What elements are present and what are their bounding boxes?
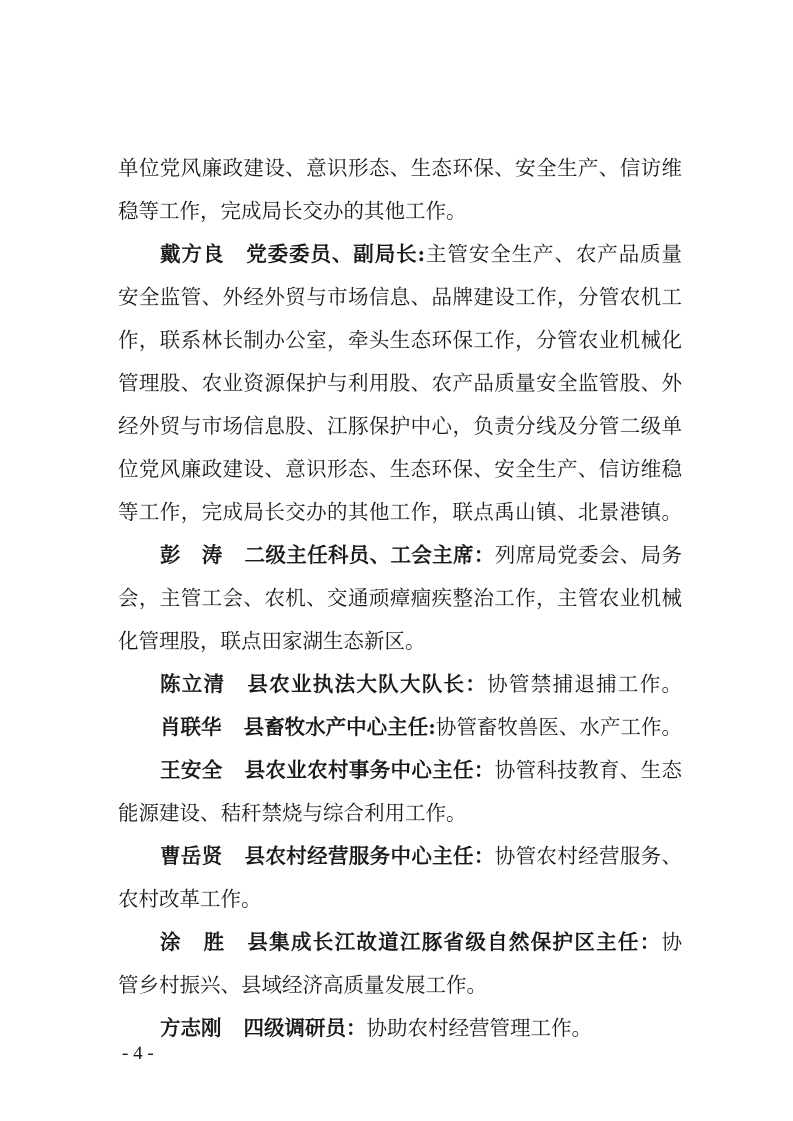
position-title: 四级调研员： [243, 1016, 367, 1040]
page-number: - 4 - [122, 1043, 154, 1064]
person-name: 曹岳贤 [160, 844, 223, 868]
text-line [118, 964, 682, 1007]
text-line [118, 706, 682, 749]
text-line [118, 491, 682, 534]
text-line [118, 749, 682, 792]
duty-paragraph [118, 921, 682, 1007]
person-name: 彭 涛 [160, 543, 223, 567]
duty-paragraph [118, 835, 682, 921]
line-text: 化管理股，联点田家湖生态新区。 [118, 629, 426, 653]
text-line [118, 663, 682, 706]
continued-paragraph [118, 147, 682, 233]
position-title: 二级主任科员、工会主席： [244, 543, 495, 567]
text-line [118, 233, 682, 276]
text-line [118, 792, 682, 835]
position-title: 县农业农村事务中心主任： [244, 758, 495, 782]
line-text: 等工作，完成局长交办的其他工作，联点禹山镇、北景港镇。 [118, 500, 682, 524]
text-line [118, 878, 682, 921]
person-name: 陈立清 [160, 672, 226, 696]
line-text: 协管畜牧兽医、水产工作。 [435, 715, 683, 739]
line-text: 安全监管、外经外贸与市场信息、品牌建设工作，分管农机工 [118, 285, 682, 309]
line-text: 列席局党委会、局务 [494, 543, 683, 567]
text-line [118, 1007, 682, 1050]
text-line [118, 147, 682, 190]
line-text: 农村改革工作。 [118, 887, 262, 911]
line-text: 会，主管工会、农机、交通顽瘴痼疾整治工作，主管农业机械 [118, 586, 682, 610]
person-name: 王安全 [160, 758, 223, 782]
text-line [118, 405, 682, 448]
line-text: 管理股、农业资源保护与利用股、农产品质量安全监管股、外 [118, 371, 682, 395]
position-title: 党委委员、副局长: [246, 242, 426, 266]
position-title: 县集成长江故道江豚省级自然保护区主任： [247, 930, 662, 954]
position-title: 县农业执法大队大队长： [247, 672, 488, 696]
line-text: 管乡村振兴、县域经济高质量发展工作。 [118, 973, 487, 997]
line-text: 稳等工作，完成局长交办的其他工作。 [118, 199, 467, 223]
duty-paragraph [118, 706, 682, 749]
text-line [118, 921, 682, 964]
person-name: 方志刚 [160, 1016, 222, 1040]
position-title: 县农村经营服务中心主任： [244, 844, 495, 868]
line-text: 协管科技教育、生态 [494, 758, 683, 782]
document-body [118, 147, 682, 1050]
line-text: 协 [661, 930, 683, 954]
text-line [118, 276, 682, 319]
line-text: 协管禁捕退捕工作。 [487, 672, 683, 696]
text-line [118, 534, 682, 577]
text-line [118, 448, 682, 491]
duty-paragraph [118, 663, 682, 706]
text-line [118, 190, 682, 233]
duty-paragraph [118, 1007, 682, 1050]
text-line [118, 319, 682, 362]
text-line [118, 577, 682, 620]
line-text: 协管农村经营服务、 [494, 844, 683, 868]
person-name: 涂 胜 [160, 930, 226, 954]
line-text: 位党风廉政建设、意识形态、生态环保、安全生产、信访维稳 [118, 457, 682, 481]
line-text: 作，联系林长制办公室，牵头生态环保工作，分管农业机械化 [118, 328, 682, 352]
person-name: 肖联华 [160, 715, 222, 739]
duty-paragraph [118, 233, 682, 534]
line-text: 协助农村经营管理工作。 [366, 1016, 592, 1040]
line-text: 经外贸与市场信息股、江豚保护中心，负责分线及分管二级单 [118, 414, 682, 438]
person-name: 戴方良 [160, 242, 225, 266]
line-text: 单位党风廉政建设、意识形态、生态环保、安全生产、信访维 [118, 156, 682, 180]
duty-paragraph [118, 749, 682, 835]
duty-paragraph [118, 534, 682, 663]
text-line [118, 362, 682, 405]
text-line [118, 835, 682, 878]
line-text: 主管安全生产、农产品质量 [425, 242, 683, 266]
text-line [118, 620, 682, 663]
position-title: 县畜牧水产中心主任: [243, 715, 436, 739]
line-text: 能源建设、秸秆禁烧与综合利用工作。 [118, 801, 467, 825]
